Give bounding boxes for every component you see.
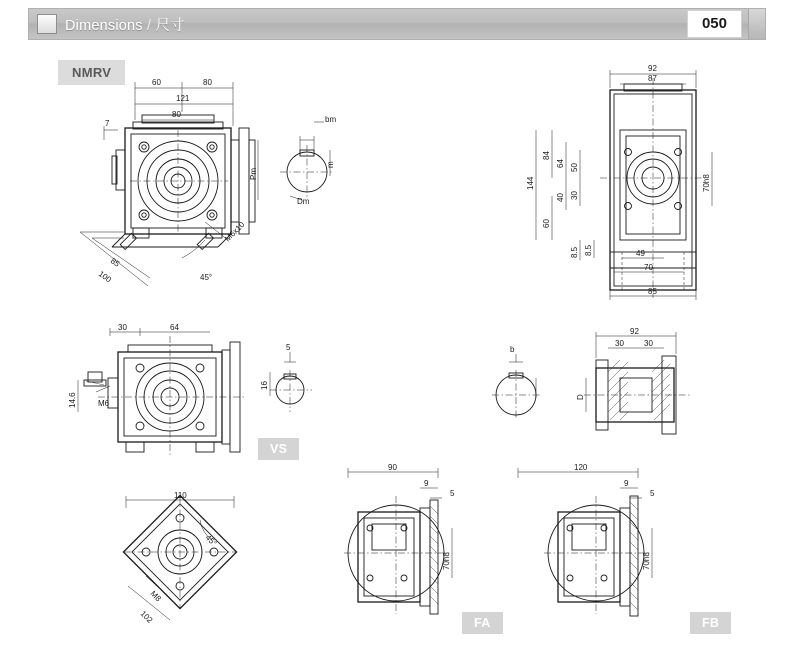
svg-text:120: 120 (574, 463, 588, 472)
svg-text:30: 30 (570, 191, 579, 200)
label-nmrv: NMRV (58, 60, 125, 85)
svg-text:110: 110 (174, 491, 187, 500)
svg-text:8.5: 8.5 (570, 246, 579, 258)
svg-text:M6: M6 (98, 399, 110, 408)
svg-text:87: 87 (648, 74, 657, 83)
svg-text:5: 5 (286, 343, 291, 352)
svg-text:100: 100 (96, 269, 113, 285)
svg-text:70h8: 70h8 (442, 552, 451, 570)
svg-text:50: 50 (570, 163, 579, 172)
svg-text:70: 70 (644, 263, 653, 272)
view-vs-key-section (260, 343, 312, 412)
label-fa: FA (462, 612, 503, 634)
svg-text:45°: 45° (200, 273, 213, 282)
view-base-plate (123, 491, 236, 625)
svg-text:60: 60 (152, 78, 161, 87)
svg-text:bm: bm (325, 115, 337, 124)
svg-text:64: 64 (170, 323, 179, 332)
svg-text:b: b (510, 345, 515, 354)
svg-text:5: 5 (650, 489, 655, 498)
svg-text:7: 7 (105, 119, 110, 128)
svg-text:m: m (326, 161, 335, 168)
svg-text:121: 121 (176, 94, 190, 103)
svg-text:64: 64 (556, 159, 565, 168)
svg-text:85: 85 (108, 256, 122, 269)
view-shaft-section (492, 327, 690, 434)
svg-text:16: 16 (260, 381, 269, 390)
svg-text:40: 40 (556, 193, 565, 202)
view-vs (68, 323, 246, 455)
svg-text:60: 60 (542, 219, 551, 228)
svg-text:92: 92 (630, 327, 639, 336)
svg-text:D: D (576, 394, 585, 400)
label-fb: FB (690, 612, 731, 634)
svg-text:30: 30 (615, 339, 624, 348)
svg-text:102: 102 (138, 609, 155, 625)
svg-text:9: 9 (424, 479, 429, 488)
svg-text:14.6: 14.6 (68, 392, 77, 408)
svg-text:70h8: 70h8 (642, 552, 651, 570)
svg-text:M8: M8 (148, 589, 163, 604)
page-title-en: Dimensions (65, 17, 143, 34)
view-front (526, 64, 712, 300)
view-fb (518, 463, 655, 616)
svg-text:30: 30 (118, 323, 127, 332)
view-nmrv-main (80, 78, 258, 286)
svg-text:M6x10: M6x10 (223, 220, 247, 244)
svg-text:92: 92 (648, 64, 657, 73)
svg-text:84: 84 (542, 151, 551, 160)
svg-text:Pm: Pm (249, 168, 258, 180)
svg-text:Dm: Dm (297, 197, 310, 206)
svg-text:80: 80 (172, 110, 181, 119)
page-code: 050 (687, 10, 742, 38)
svg-text:85: 85 (648, 287, 657, 296)
svg-text:144: 144 (526, 176, 535, 190)
page-title-cn: 尺寸 (155, 17, 185, 34)
svg-text:80: 80 (203, 78, 212, 87)
svg-text:49: 49 (636, 249, 645, 258)
svg-text:90: 90 (388, 463, 397, 472)
svg-text:8.5: 8.5 (584, 244, 593, 256)
svg-text:70h8: 70h8 (702, 174, 711, 192)
svg-text:45°: 45° (203, 533, 219, 548)
label-vs: VS (258, 438, 299, 460)
page-title-separator: / (146, 17, 152, 34)
svg-text:5: 5 (450, 489, 455, 498)
view-key-section (280, 115, 336, 206)
svg-text:30: 30 (644, 339, 653, 348)
view-fa (344, 463, 455, 614)
svg-text:9: 9 (624, 479, 629, 488)
